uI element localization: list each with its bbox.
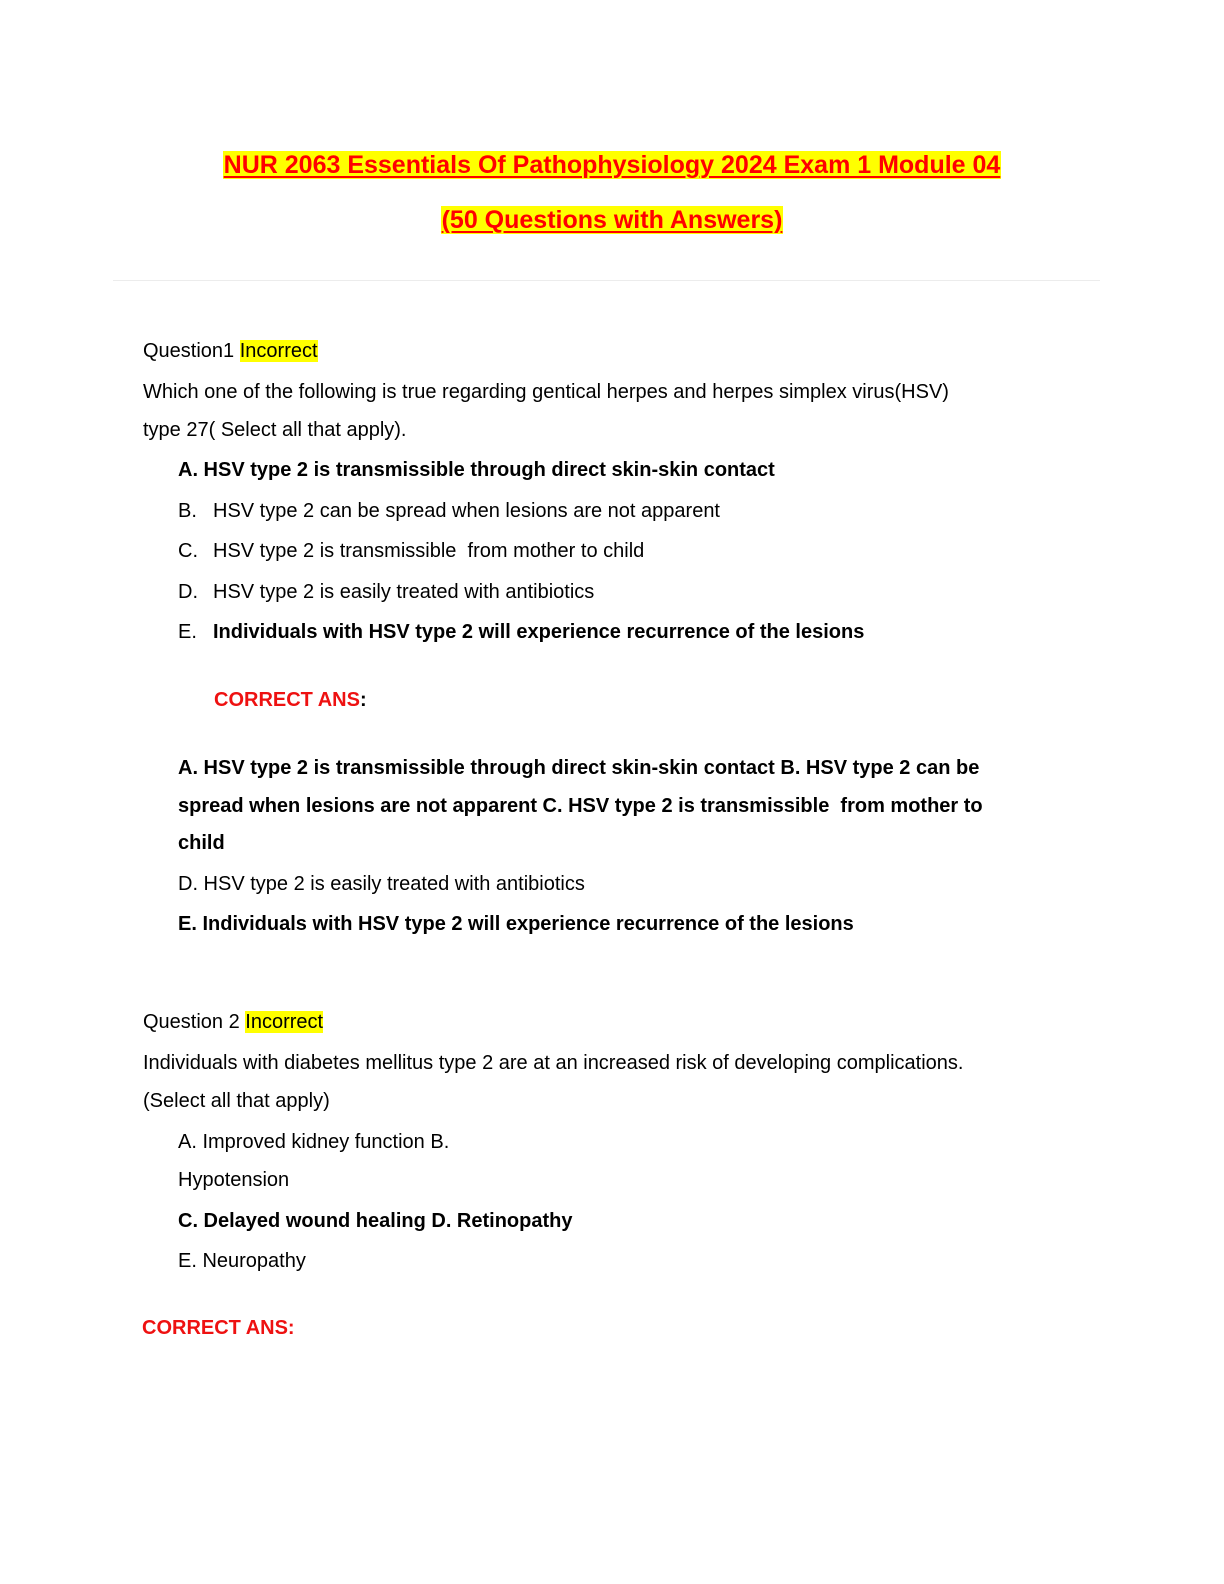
question-2-options-line4: E. Neuropathy <box>178 1250 306 1272</box>
question-1-correct-answer-label <box>214 687 367 713</box>
question-1-option-c: HSV type 2 is transmissible from mother to child <box>213 540 645 562</box>
question-1-label: Question1 <box>143 340 235 362</box>
question-2-stem-line2: (Select all that apply) <box>143 1090 330 1112</box>
question-1-answer-line2: spread when lesions are not apparent C. HSV type 2 is transmissible from mother to <box>178 795 983 817</box>
question-1-answer-line4: D. HSV type 2 is easily treated with antibiotics <box>178 873 585 895</box>
question-2-options-line1: A. Improved kidney function B. <box>178 1131 450 1153</box>
document-title-line2: (50 Questions with Answers) <box>441 206 783 234</box>
question-1-option-e: Individuals with HSV type 2 will experience recurrence of the lesions <box>213 621 865 643</box>
question-2-correct-answer-label: CORRECT ANS: <box>142 1317 295 1339</box>
document-subtitle <box>0 203 1224 237</box>
question-2-label: Question 2 <box>143 1011 240 1033</box>
correct-ans-text: CORRECT ANS <box>214 689 360 711</box>
question-1-stem-line2: type 27( Select all that apply). <box>143 419 407 441</box>
question-1-option-a: A. HSV type 2 is transmissible through direct skin-skin contact <box>178 459 775 481</box>
question-1-option-b-letter: B. <box>178 500 197 522</box>
question-1-option-b: HSV type 2 can be spread when lesions are not apparent <box>213 500 720 522</box>
question-1-answer-line3: child <box>178 832 225 854</box>
question-1-status-badge: Incorrect <box>239 340 318 362</box>
question-1-answer-line1: A. HSV type 2 is transmissible through direct skin-skin contact B. HSV type 2 can be <box>178 757 980 779</box>
question-1-option-c-letter: C. <box>178 540 198 562</box>
question-1-option-e-letter: E. <box>178 621 197 643</box>
question-2-options-line3: C. Delayed wound healing D. Retinopathy <box>178 1210 573 1232</box>
question-1-answer-line5: E. Individuals with HSV type 2 will experience recurrence of the lesions <box>178 913 854 935</box>
correct-ans-colon: : <box>359 689 367 711</box>
question-2-stem-line1: Individuals with diabetes mellitus type 2 are at an increased risk of developing complications. <box>143 1052 964 1074</box>
question-1-option-d-letter: D. <box>178 581 198 603</box>
question-1-stem-line1: Which one of the following is true regarding gentical herpes and herpes simplex virus(HSV) <box>143 381 949 403</box>
divider <box>113 280 1100 281</box>
question-2-header <box>143 1009 323 1035</box>
document-title <box>0 148 1224 182</box>
question-2-options-line2: Hypotension <box>178 1169 290 1191</box>
document-title-line1: NUR 2063 Essentials Of Pathophysiology 2024 Exam 1 Module 04 <box>223 151 1001 179</box>
question-1-option-d: HSV type 2 is easily treated with antibiotics <box>213 581 595 603</box>
question-1-header <box>143 338 318 364</box>
question-2-status-badge: Incorrect <box>245 1011 324 1033</box>
